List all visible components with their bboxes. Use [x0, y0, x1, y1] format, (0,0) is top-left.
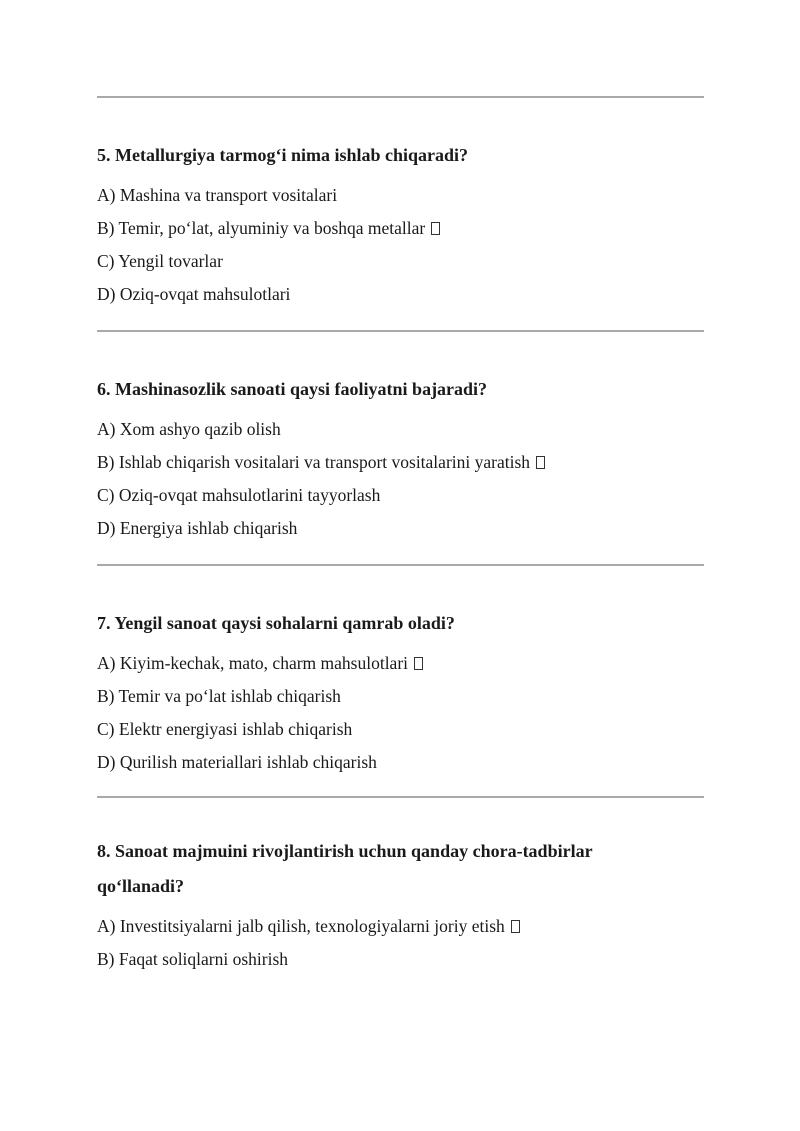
option-text: B) Temir, po‘lat, alyuminiy va boshqa metallar [97, 218, 426, 238]
question-title: 7. Yengil sanoat qaysi sohalarni qamrab oladi? [97, 613, 455, 633]
option-text: A) Mashina va transport vositalari [97, 185, 338, 205]
answer-mark-icon [511, 920, 520, 933]
question-title: 5. Metallurgiya tarmog‘i nima ishlab chiqaradi? [97, 145, 468, 165]
answer-option [97, 647, 704, 680]
question-6 [97, 332, 704, 564]
document-page [97, 96, 704, 976]
option-text: B) Temir va po‘lat ishlab chiqarish [97, 686, 341, 706]
answer-option [97, 910, 704, 943]
answer-option [97, 179, 704, 212]
question-8 [97, 798, 704, 976]
answer-mark-icon [414, 657, 423, 670]
option-text: D) Oziq-ovqat mahsulotlari [97, 284, 291, 304]
question-title-line: 8. Sanoat majmuini rivojlantirish uchun qanday chora-tadbirlar [97, 841, 593, 861]
answer-option [97, 479, 704, 512]
answer-option [97, 943, 704, 976]
answer-option [97, 680, 704, 713]
answer-option [97, 713, 704, 746]
option-text: A) Xom ashyo qazib olish [97, 419, 281, 439]
answer-mark-icon [536, 456, 545, 469]
answer-option [97, 413, 704, 446]
answer-option [97, 746, 704, 779]
question-title: 6. Mashinasozlik sanoati qaysi faoliyatni bajaradi? [97, 379, 488, 399]
question-title [97, 798, 704, 910]
answer-option [97, 278, 704, 311]
answer-option [97, 512, 704, 545]
option-text: D) Qurilish materiallari ishlab chiqarish [97, 752, 377, 772]
option-text: A) Kiyim-kechak, mato, charm mahsulotlari [97, 653, 409, 673]
question-7 [97, 566, 704, 796]
option-text: C) Elektr energiyasi ishlab chiqarish [97, 719, 353, 739]
option-text: B) Faqat soliqlarni oshirish [97, 949, 289, 969]
question-title-line: qo‘llanadi? [97, 876, 185, 896]
question-5 [97, 98, 704, 330]
option-text: A) Investitsiyalarni jalb qilish, texnologiyalarni joriy etish [97, 916, 505, 936]
option-text: C) Oziq-ovqat mahsulotlarini tayyorlash [97, 485, 381, 505]
option-text: B) Ishlab chiqarish vositalari va transport vositalarini yaratish [97, 452, 531, 472]
option-text: C) Yengil tovarlar [97, 251, 223, 271]
option-text: D) Energiya ishlab chiqarish [97, 518, 298, 538]
answer-mark-icon [431, 222, 440, 235]
answer-option [97, 446, 704, 479]
answer-option [97, 245, 704, 278]
answer-option [97, 212, 704, 245]
